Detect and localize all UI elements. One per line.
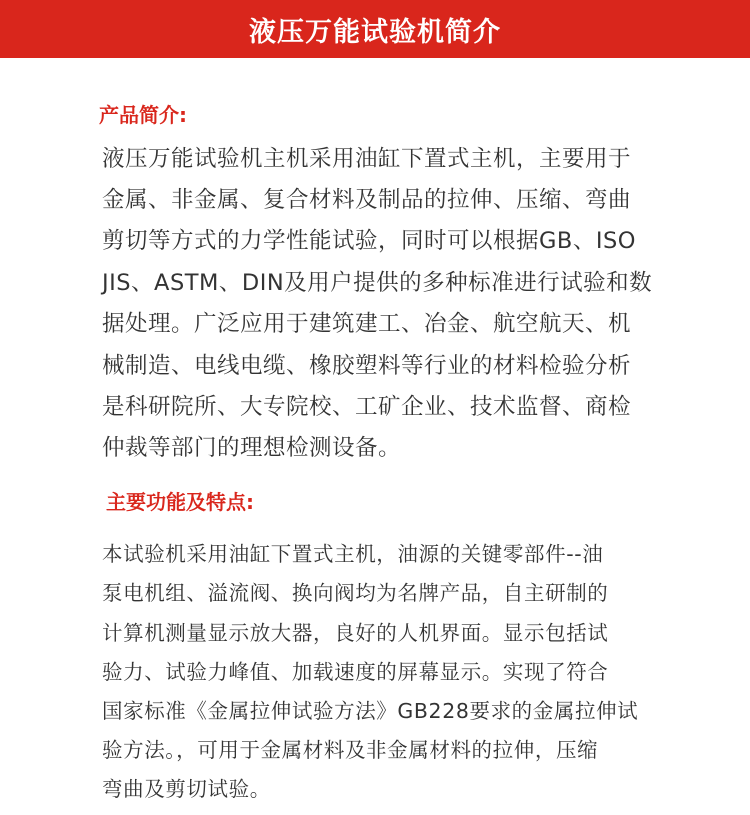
features-heading: 主要功能及特点: xyxy=(106,490,254,514)
product-intro-heading: 产品简介: xyxy=(99,103,187,127)
product-intro-line: JIS、ASTM、DIN及用户提供的多种标准进行试验和数 xyxy=(102,270,653,296)
features-line: 弯曲及剪切试验。 xyxy=(102,777,271,801)
features-line: 验力、试验力峰值、加载速度的屏幕显示。实现了符合 xyxy=(102,660,609,684)
features-line: 本试验机采用油缸下置式主机，油源的关键零部件--油 xyxy=(102,542,604,566)
features-line: 计算机测量显示放大器，良好的人机界面。显示包括试 xyxy=(102,621,609,645)
title-banner xyxy=(0,0,750,58)
features-line: 泵电机组、溢流阀、换向阀均为名牌产品，自主研制的 xyxy=(102,581,609,605)
product-intro-line: 液压万能试验机主机采用油缸下置式主机，主要用于 xyxy=(102,146,632,172)
product-intro-line: 仲裁等部门的理想检测设备。 xyxy=(102,435,402,461)
product-intro-line: 是科研院所、大专院校、工矿企业、技术监督、商检 xyxy=(102,394,632,420)
product-intro-line: 械制造、电线电缆、橡胶塑料等行业的材料检验分析 xyxy=(102,353,632,379)
features-line: 国家标准《金属拉伸试验方法》GB228要求的金属拉伸试 xyxy=(102,699,639,723)
product-intro-line: 据处理。广泛应用于建筑建工、冶金、航空航天、机 xyxy=(102,311,632,337)
page-title: 液压万能试验机简介 xyxy=(249,16,501,48)
features-line: 验方法。，可用于金属材料及非金属材料的拉伸，压缩 xyxy=(102,738,599,762)
product-intro-line: 剪切等方式的力学性能试验，同时可以根据GB、ISO xyxy=(102,228,636,254)
product-intro-line: 金属、非金属、复合材料及制品的拉伸、压缩、弯曲 xyxy=(102,187,632,213)
